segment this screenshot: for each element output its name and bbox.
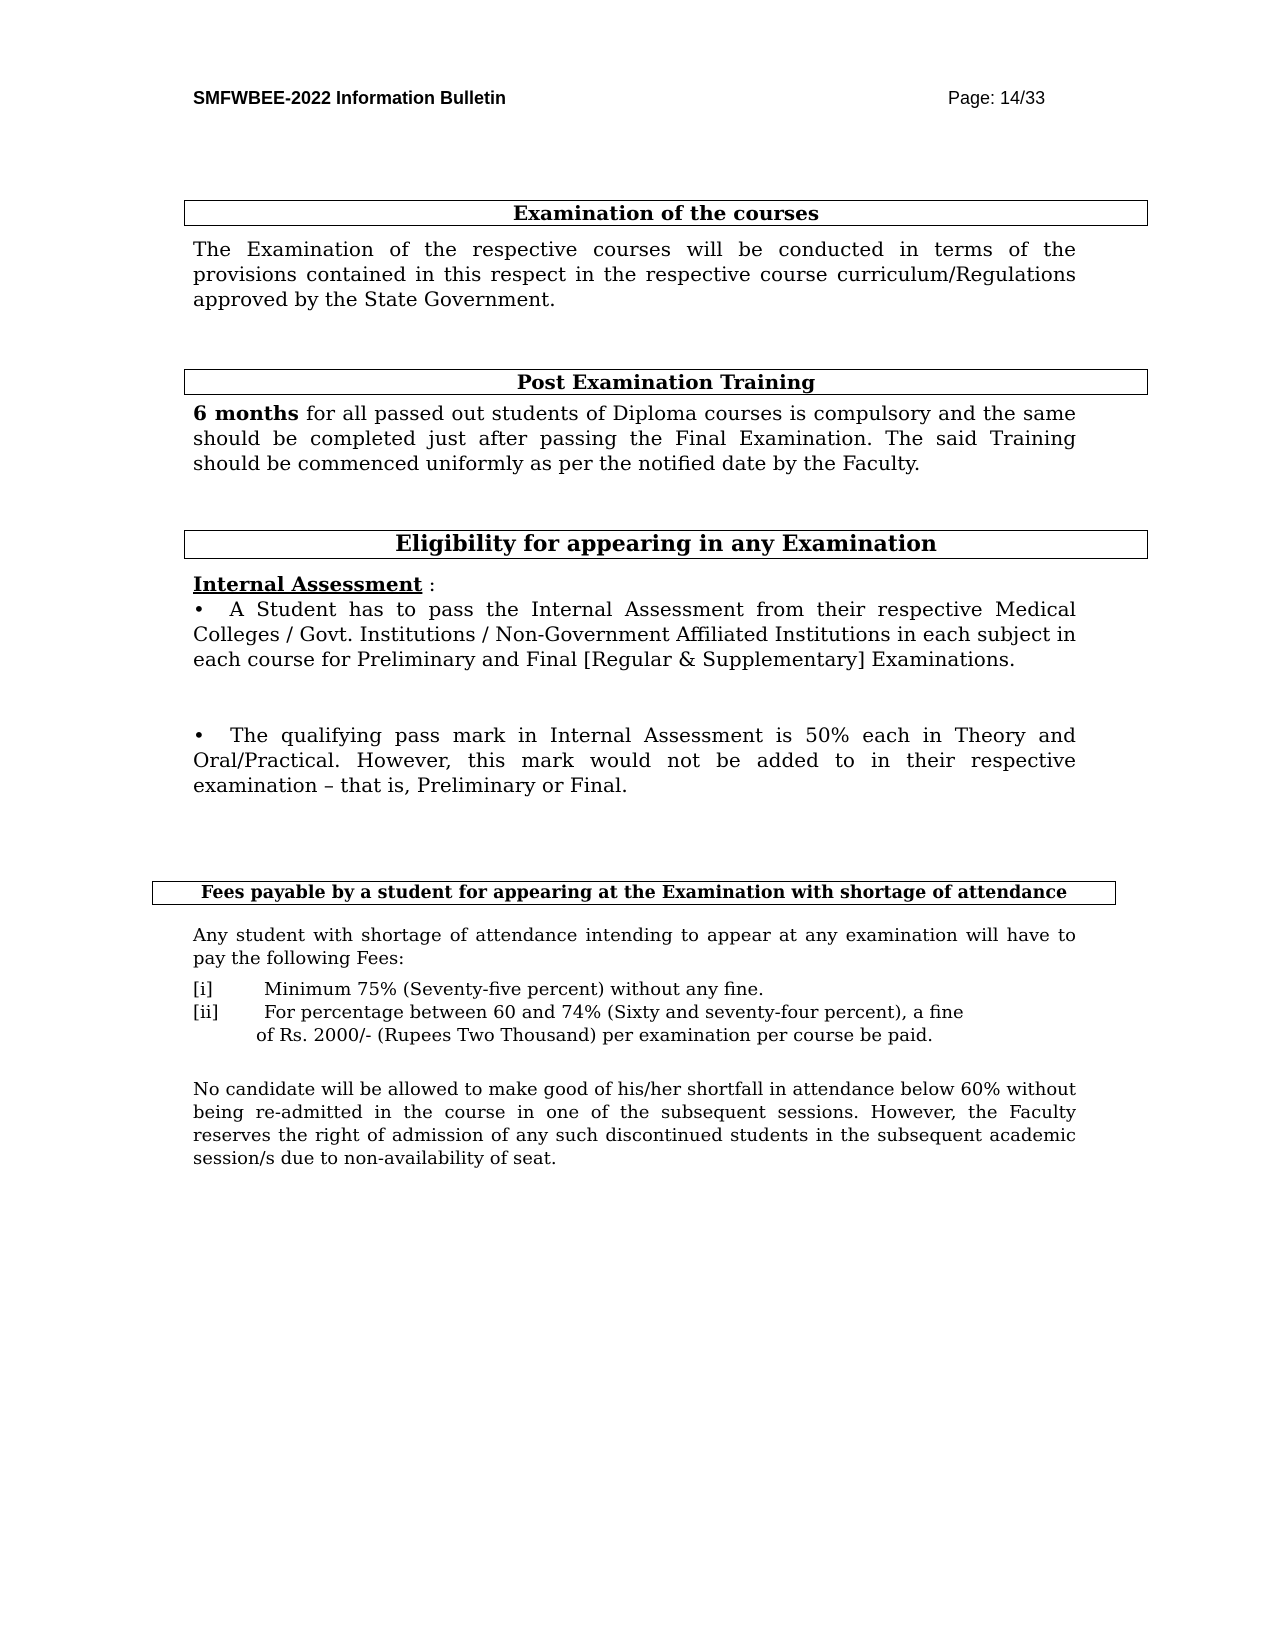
list-item bbox=[193, 1001, 1076, 1024]
heading-text: Examination of the courses bbox=[512, 201, 820, 225]
item-marker: [ii] bbox=[193, 1002, 219, 1023]
heading-eligibility bbox=[184, 530, 1148, 559]
training-duration: 6 months bbox=[193, 401, 299, 425]
heading-text: Fees payable by a student for appearing at the Examination with shortage of attendance bbox=[200, 883, 1068, 903]
bullet-text: The qualifying pass mark in Internal Assessment is 50% each in Theory and Oral/Practical. However, this mark would not be added to in their respective examination – that is, Preliminary or Final. bbox=[193, 723, 1076, 797]
fees-intro: Any student with shortage of attendance intending to appear at any examination will have to pay the following Fees: bbox=[193, 925, 1076, 969]
training-text: for all passed out students of Diploma courses is compulsory and the same should be completed just after passing the Final Examination. The said Training should be commenced uniformly as per the notified date by the Faculty. bbox=[193, 401, 1076, 475]
bulletin-title: SMFWBEE-2022 Information Bulletin bbox=[193, 88, 507, 108]
item-marker: [i] bbox=[193, 979, 213, 1000]
bullet-icon: • bbox=[193, 723, 231, 747]
item-text: Minimum 75% (Seventy-five percent) without any fine. bbox=[264, 979, 764, 1000]
fees-closing-paragraph: No candidate will be allowed to make good of his/her shortfall in attendance below 60% without being re-admitted in the course in one of the subsequent sessions. However, the Faculty reserves the right of admission of any such discontinued students in the subsequent academic session/s due to non-availability of seat. bbox=[193, 1079, 1076, 1169]
item-continuation: of Rs. 2000/- (Rupees Two Thousand) per examination per course be paid. bbox=[256, 1025, 933, 1046]
heading-post-examination-training bbox=[184, 369, 1148, 395]
examination-paragraph: The Examination of the respective courses will be conducted in terms of the provisions contained in this respect in the respective course curriculum/Regulations approved by the State Government. bbox=[193, 237, 1076, 311]
internal-assessment-heading bbox=[193, 572, 593, 597]
list-item bbox=[193, 723, 1076, 798]
list-item bbox=[193, 597, 1076, 672]
bullet-icon: • bbox=[193, 597, 230, 621]
heading-fees-payable bbox=[152, 881, 1116, 905]
internal-assessment-suffix: : bbox=[422, 572, 436, 596]
page-number: Page: 14/33 bbox=[948, 88, 1046, 108]
heading-text: Post Examination Training bbox=[516, 370, 816, 394]
internal-assessment-label: Internal Assessment bbox=[193, 572, 423, 596]
list-item bbox=[193, 978, 1076, 1001]
bullet-text: A Student has to pass the Internal Assessment from their respective Medical Colleges / Govt. Institutions / Non-Government Affiliated Institutions in each subject in each course for Preliminary and Final [Regular & Supplementary] Examinations. bbox=[193, 597, 1076, 671]
item-text: For percentage between 60 and 74% (Sixty and seventy-four percent), a fine bbox=[264, 1002, 964, 1023]
heading-text: Eligibility for appearing in any Examination bbox=[395, 531, 937, 557]
heading-examination-of-courses bbox=[184, 200, 1148, 226]
training-paragraph bbox=[193, 401, 1076, 476]
